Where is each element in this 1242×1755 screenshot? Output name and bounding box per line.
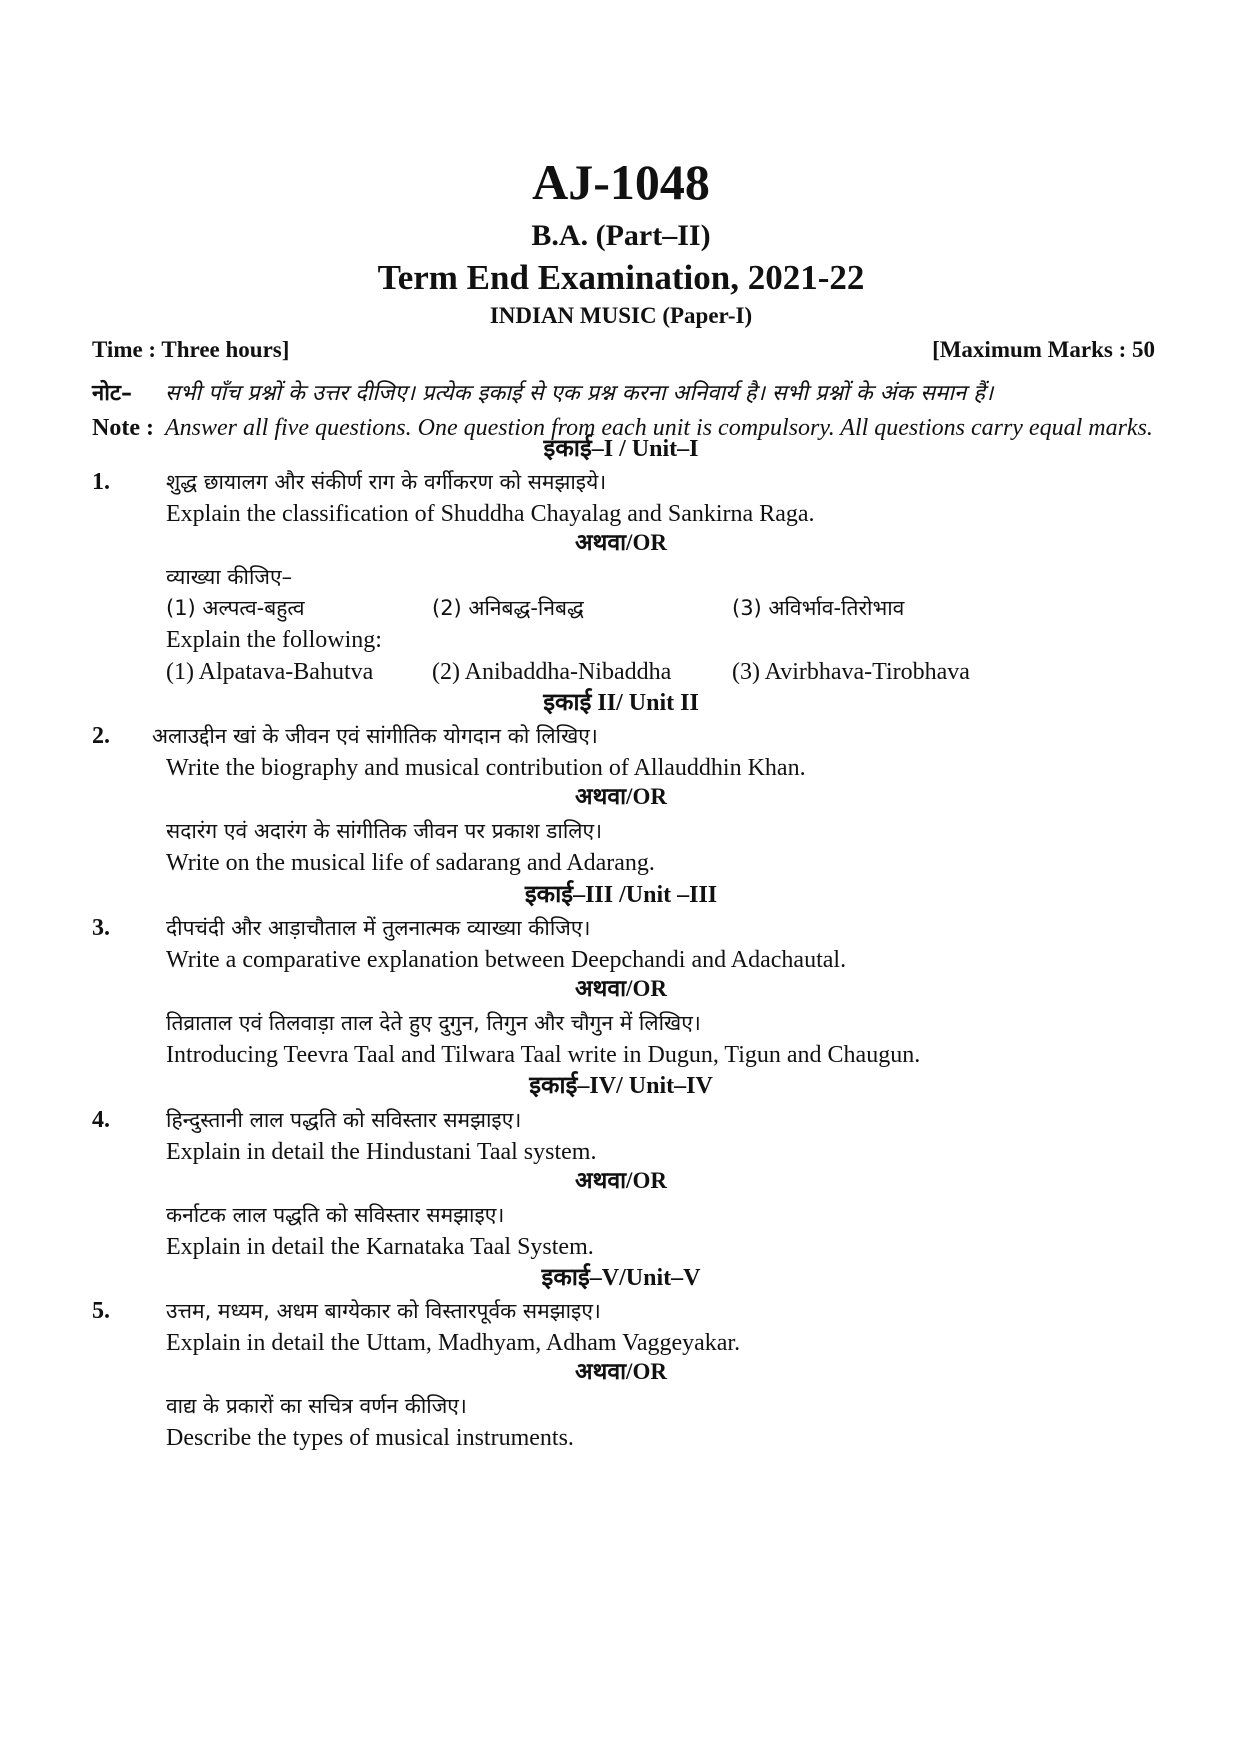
exam-title: Term End Examination, 2021-22 xyxy=(377,258,865,297)
q1-alt-option-english-2: (2) Anibaddha-Nibaddha xyxy=(432,659,672,685)
q1-alt-option-hindi-3: (3) अविर्भाव-तिरोभाव xyxy=(732,596,905,620)
or-label: अथवा/OR xyxy=(575,784,667,809)
exam-meta-row xyxy=(92,336,1155,364)
q1-alt-option-hindi-2: (2) अनिबद्ध-निबद्ध xyxy=(432,596,584,620)
q5-alt-english: Describe the types of musical instruments. xyxy=(166,1425,574,1451)
q4-alt-english: Explain in detail the Karnataka Taal System. xyxy=(166,1234,594,1260)
course-title: B.A. (Part–II) xyxy=(531,219,711,252)
or-label: अथवा/OR xyxy=(575,1359,667,1384)
q2-hindi: अलाउद्दीन खां के जीवन एवं सांगीतिक योगदान को लिखिए। xyxy=(152,724,598,748)
question-number-2: 2. xyxy=(92,723,110,749)
q3-alt-english: Introducing Teevra Taal and Tilwara Taal write in Dugun, Tigun and Chaugun. xyxy=(166,1042,921,1068)
q2-alt-english: Write on the musical life of sadarang and Adarang. xyxy=(166,850,655,876)
note-hindi xyxy=(92,378,1162,410)
unit-4-heading: इकाई–IV/ Unit–IV xyxy=(529,1073,713,1099)
q1-alt-option-hindi-1: (1) अल्पत्व-बहुत्व xyxy=(166,596,305,620)
or-label: अथवा/OR xyxy=(575,976,667,1001)
q4-alt-hindi: कर्नाटक लाल पद्धति को सविस्तार समझाइए। xyxy=(166,1203,505,1227)
q5-english: Explain in detail the Uttam, Madhyam, Adham Vaggeyakar. xyxy=(166,1330,741,1356)
unit-5-heading: इकाई–V/Unit–V xyxy=(541,1265,701,1291)
q3-alt-hindi: तिव्राताल एवं तिलवाड़ा ताल देते हुए दुगुन, तिगुन और चौगुन में लिखिए। xyxy=(166,1011,701,1035)
q4-hindi: हिन्दुस्तानी लाल पद्धति को सविस्तार समझाइए। xyxy=(166,1108,522,1132)
note-hindi-text: सभी पाँच प्रश्नों के उत्तर दीजिए। प्रत्येक इकाई से एक प्रश्न करना अनिवार्य है। सभी प्रश्नों के अंक समान हैं। xyxy=(165,381,994,406)
q2-alt-hindi: सदारंग एवं अदारंग के सांगीतिक जीवन पर प्रकाश डालिए। xyxy=(166,819,603,843)
unit-2-heading: इकाई II/ Unit II xyxy=(543,690,699,716)
question-number-1: 1. xyxy=(92,469,110,495)
q1-hindi: शुद्ध छायालग और संकीर्ण राग के वर्गीकरण को समझाइये। xyxy=(166,470,607,494)
q1-english: Explain the classification of Shuddha Chayalag and Sankirna Raga. xyxy=(166,501,815,527)
note-hindi-label: नोट– xyxy=(92,381,132,406)
q1-alt-english: Explain the following: xyxy=(166,627,382,653)
q5-hindi: उत्तम, मध्यम, अधम बाग्येकार को विस्तारपूर्वक समझाइए। xyxy=(166,1299,601,1323)
paper-code: AJ-1048 xyxy=(532,154,710,210)
or-label: अथवा/OR xyxy=(575,1168,667,1193)
or-label: अथवा/OR xyxy=(575,530,667,555)
unit-3-heading: इकाई–III /Unit –III xyxy=(524,882,718,908)
q3-hindi: दीपचंदी और आड़ाचौताल में तुलनात्मक व्याख्या कीजिए। xyxy=(166,916,591,940)
note-english-text: Answer all five questions. One question from each unit is compulsory. All questions carry equal marks. xyxy=(165,415,1153,441)
question-number-5: 5. xyxy=(92,1298,110,1324)
q1-alt-option-english-1: (1) Alpatava-Bahutva xyxy=(166,659,374,685)
q1-alt-hindi: व्याख्या कीजिए– xyxy=(166,565,293,589)
unit-1-heading: इकाई–I / Unit–I xyxy=(543,436,699,462)
question-number-4: 4. xyxy=(92,1107,110,1133)
q1-alt-option-english-3: (3) Avirbhava-Tirobhava xyxy=(732,659,970,685)
max-marks-label: [Maximum Marks : 50 xyxy=(932,337,1155,362)
question-number-3: 3. xyxy=(92,915,110,941)
q2-english: Write the biography and musical contribution of Allauddhin Khan. xyxy=(166,755,806,781)
time-label: Time : Three hours] xyxy=(92,337,290,362)
q5-alt-hindi: वाद्य के प्रकारों का सचित्र वर्णन कीजिए। xyxy=(166,1394,467,1418)
q3-english: Write a comparative explanation between Deepchandi and Adachautal. xyxy=(166,947,847,973)
note-english-label: Note : xyxy=(92,415,154,441)
paper-title: INDIAN MUSIC (Paper-I) xyxy=(489,303,753,328)
q4-english: Explain in detail the Hindustani Taal system. xyxy=(166,1139,597,1165)
